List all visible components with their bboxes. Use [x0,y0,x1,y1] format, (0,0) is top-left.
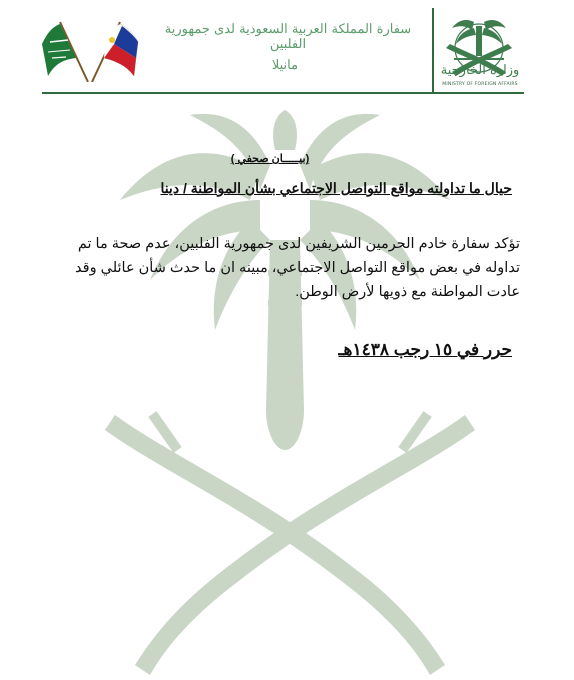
philippine-flag-icon [104,24,138,76]
crossed-flags-icon [40,14,140,82]
ministry-name-english: MINISTRY OF FOREIGN AFFAIRS [442,82,518,87]
header-vertical-divider [432,8,434,92]
embassy-city: مانيلا [271,58,299,73]
embassy-name: سفارة المملكة العربية السعودية لدى جمهورية الفلبين [164,22,412,52]
ministry-name-arabic: وزارة الخارجية [440,63,520,78]
header-divider [42,92,524,94]
saudi-flag-icon [42,24,76,76]
statement-label: (بيـــــان صحفي ) [230,153,310,165]
statement-paragraph: تؤكد سفارة خادم الحرمين الشريفين لدى جمهورية الفلبين، عدم صحة ما تم تداوله في بعض مواقع التواصل الاجتماعي، مبينه ان ما حدث شأن عائلي وقد عادت المواطنة مع ذويها لأرض الوطن. [75,236,520,300]
statement-date: حرر في ١٥ رجب ١٤٣٨هـ [338,340,512,359]
statement-title: حيال ما تداولته مواقع التواصل الاجتماعي بشأن المواطنة / دينا [160,180,512,196]
